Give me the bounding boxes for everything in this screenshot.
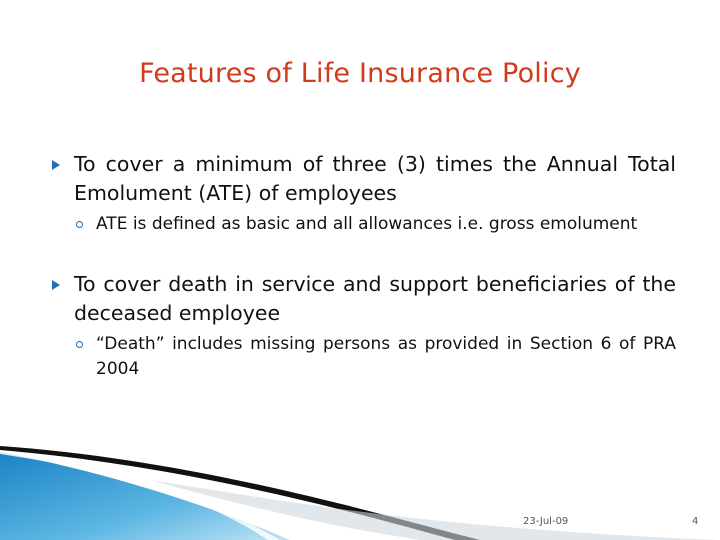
circle-bullet-icon <box>76 341 83 348</box>
slide-number: 4 <box>692 516 699 527</box>
bullet-2-text: To cover death in service and support beneficiaries of the deceased employee <box>74 272 676 325</box>
triangle-bullet-icon <box>52 280 60 290</box>
bullet-1 <box>52 150 676 208</box>
bullet-1-text: To cover a minimum of three (3) times the Annual Total Emolument (ATE) of employees <box>74 152 676 205</box>
footer-date: 23-Jul-09 <box>523 516 569 527</box>
circle-bullet-icon <box>76 221 83 228</box>
decorative-swoosh <box>0 440 720 540</box>
sub-bullet-1 <box>52 212 676 237</box>
sub-bullet-2 <box>52 332 676 382</box>
slide-body <box>52 150 676 382</box>
sub-bullet-2-text: “Death” includes missing persons as provided in Section 6 of PRA 2004 <box>96 334 676 379</box>
triangle-bullet-icon <box>52 160 60 170</box>
bullet-2 <box>52 270 676 328</box>
sub-bullet-1-text: ATE is defined as basic and all allowances i.e. gross emolument <box>96 214 638 234</box>
slide-title: Features of Life Insurance Policy <box>139 58 581 89</box>
